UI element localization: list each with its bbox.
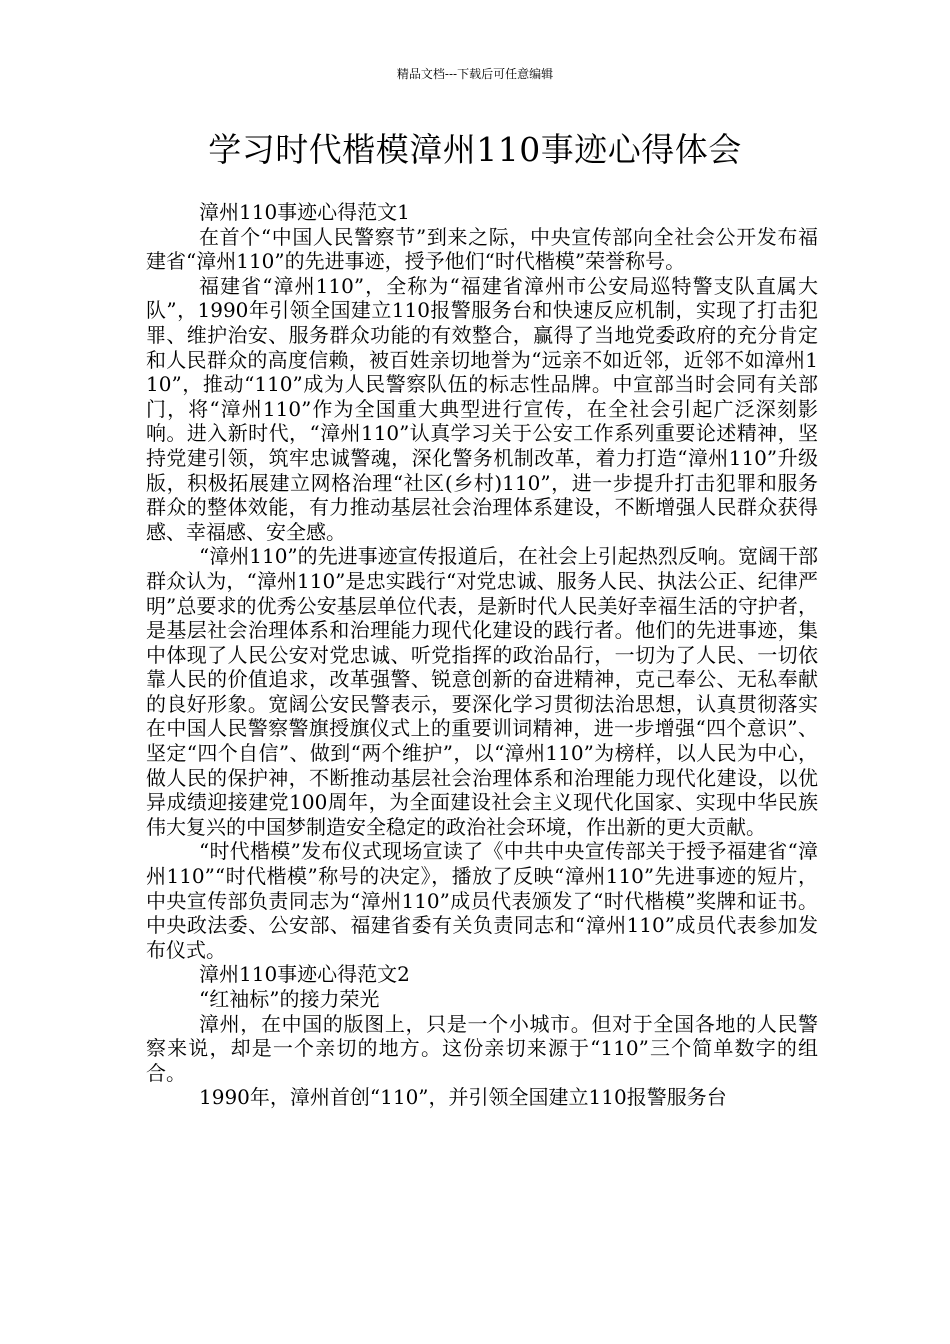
document-body	[146, 200, 818, 1110]
section-heading-2: 漳州110事迹心得范文2	[199, 962, 410, 987]
paragraph: 福建省“漳州110”，全称为“福建省漳州市公安局巡特警支队直属大队”，1990年引领全国建立110报警服务台和快速反应机制，实现了打击犯罪、维护治安、服务群众功能的有效整合，赢得了当地党委政府的充分肯定和人民群众的高度信赖，被百姓亲切地誉为“远亲不如近邻，近邻不如漳州110”，推动“110”成为人民警察队伍的标志性品牌。中宣部当时会同有关部门，将“漳州110”作为全国重大典型进行宣传，在全社会引起广泛深刻影响。进入新时代，“漳州110”认真学习关于公安工作系列重要论述精神，坚持党建引领，筑牢忠诚警魂，深化警务机制改革，着力打造“漳州110”升级版，积极拓展建立网格治理“社区(乡村)110”，进一步提升打击犯罪和服务群众的整体效能，有力推动基层社会治理体系建设，不断增强人民群众获得感、幸福感、安全感。	[146, 273, 818, 544]
header-note: 精品文档---下载后可任意编辑	[396, 67, 554, 81]
paragraph: “时代楷模”发布仪式现场宣读了《中共中央宣传部关于授予福建省“漳州110”“时代楷模”称号的决定》，播放了反映“漳州110”先进事迹的短片，中央宣传部负责同志为“漳州110”成员代表颁发了“时代楷模”奖牌和证书。中央政法委、公安部、福建省委有关负责同志和“漳州110”成员代表参加发布仪式。	[146, 839, 818, 962]
paragraph: 在首个“中国人民警察节”到来之际，中央宣传部向全社会公开发布福建省“漳州110”的先进事迹，授予他们“时代楷模”荣誉称号。	[146, 224, 818, 274]
sub-title: “红袖标”的接力荣光	[199, 987, 380, 1011]
document-title: 学习时代楷模漳州110事迹心得体会	[208, 130, 742, 169]
paragraph: “漳州110”的先进事迹宣传报道后，在社会上引起热烈反响。宽阔干部群众认为，“漳州110”是忠实践行“对党忠诚、服务人民、执法公正、纪律严明”总要求的优秀公安基层单位代表，是新时代人民美好幸福生活的守护者，是基层社会治理体系和治理能力现代化建设的践行者。他们的先进事迹，集中体现了人民公安对党忠诚、听党指挥的政治品行，一切为了人民、一切依靠人民的价值追求，改革强警、锐意创新的奋进精神，克己奉公、无私奉献的良好形象。宽阔公安民警表示，要深化学习贯彻法治思想，认真贯彻落实在中国人民警察警旗授旗仪式上的重要训词精神，进一步增强“四个意识”、坚定“四个自信”、做到“两个维护”，以“漳州110”为榜样，以人民为中心，做人民的保护神，不断推动基层社会治理体系和治理能力现代化建设，以优异成绩迎接建党100周年，为全面建设社会主义现代化国家、实现中华民族伟大复兴的中国梦制造安全稳定的政治社会环境，作出新的更大贡献。	[146, 544, 818, 839]
paragraph: 1990年，漳州首创“110”，并引领全国建立110报警服务台	[199, 1085, 727, 1110]
paragraph: 漳州，在中国的版图上，只是一个小城市。但对于全国各地的人民警察来说，却是一个亲切的地方。这份亲切来源于“110”三个简单数字的组合。	[146, 1011, 818, 1085]
section-heading-1: 漳州110事迹心得范文1	[199, 200, 410, 224]
